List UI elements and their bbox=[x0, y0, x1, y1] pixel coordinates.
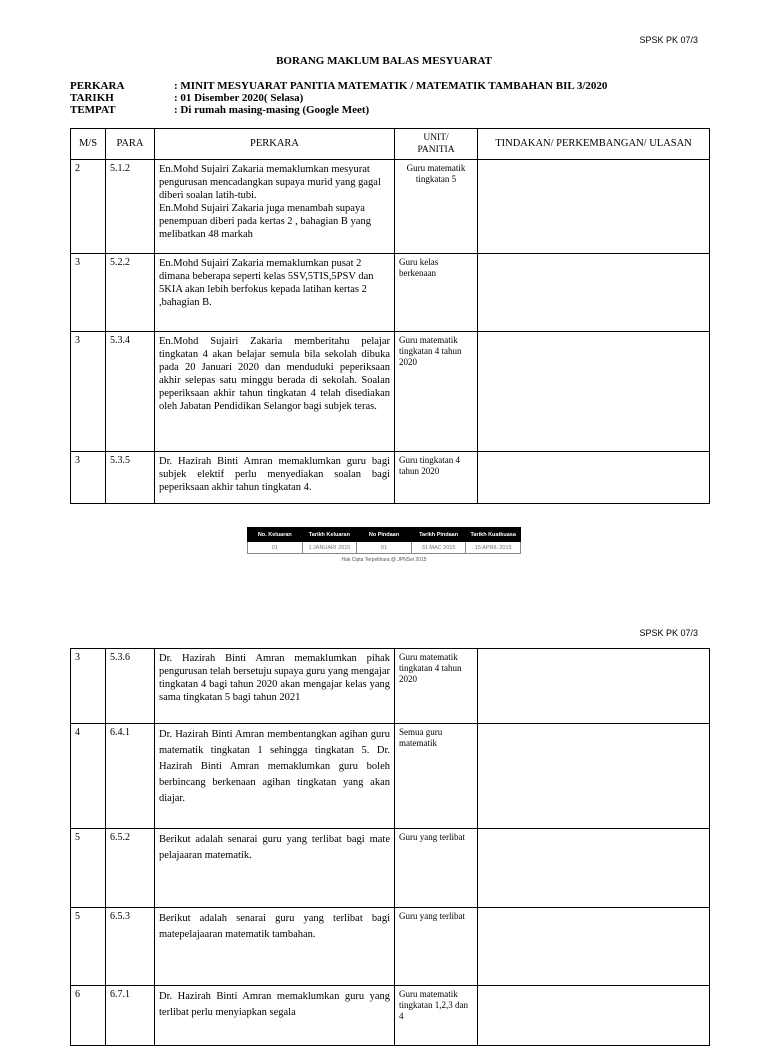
cell-tindakan bbox=[478, 160, 710, 254]
cell-perkara: Dr. Hazirah Binti Amran membentangkan agihan guru matematik tingkatan 1 sehingga tingkatan 5. Dr. Hazirah Binti Amran memaklumkan guru boleh berbincang berkenaan agihan tingkatan yang akan diajar. bbox=[155, 724, 395, 829]
cell-unit: Guru kelas berkenaan bbox=[395, 254, 478, 332]
meta-tarikh bbox=[70, 92, 303, 104]
cell-ms: 3 bbox=[71, 649, 106, 724]
meta-label: TARIKH bbox=[70, 92, 114, 104]
table-row bbox=[71, 452, 710, 504]
cell-ms: 5 bbox=[71, 908, 106, 986]
table-row bbox=[71, 160, 710, 254]
cell-para: 5.3.4 bbox=[106, 332, 155, 452]
cell-tindakan bbox=[478, 908, 710, 986]
meta-label: TEMPAT bbox=[70, 104, 116, 116]
header-unit: UNIT/ PANITIA bbox=[395, 129, 478, 160]
cell-tindakan bbox=[478, 829, 710, 908]
footer-header: Tarikh Keluaran bbox=[302, 528, 357, 542]
cell-ms: 3 bbox=[71, 332, 106, 452]
cell-para: 5.1.2 bbox=[106, 160, 155, 254]
cell-ms: 6 bbox=[71, 986, 106, 1046]
cell-ms: 3 bbox=[71, 452, 106, 504]
cell-tindakan bbox=[478, 649, 710, 724]
cell-ms: 4 bbox=[71, 724, 106, 829]
meta-label: PERKARA bbox=[70, 80, 125, 92]
cell-unit: Guru matematik tingkatan 5 bbox=[395, 160, 478, 254]
cell-unit: Guru yang terlibat bbox=[395, 908, 478, 986]
meta-tempat bbox=[70, 104, 369, 116]
header-tindakan: TINDAKAN/ PERKEMBANGAN/ ULASAN bbox=[478, 129, 710, 160]
form-code: SPSK PK 07/3 bbox=[639, 35, 698, 45]
document-control-footer bbox=[247, 527, 521, 563]
table-row bbox=[71, 649, 710, 724]
cell-unit: Guru matematik tingkatan 4 tahun 2020 bbox=[395, 649, 478, 724]
cell-para: 5.3.6 bbox=[106, 649, 155, 724]
cell-para: 6.7.1 bbox=[106, 986, 155, 1046]
header-para: PARA bbox=[106, 129, 155, 160]
footer-value: 31 MAC 2015 bbox=[411, 542, 466, 554]
form-code-page-2: SPSK PK 07/3 bbox=[639, 628, 698, 638]
footer-header: No. Keluaran bbox=[248, 528, 303, 542]
table-row bbox=[71, 908, 710, 986]
cell-ms: 3 bbox=[71, 254, 106, 332]
minutes-table-page-2 bbox=[70, 648, 710, 1046]
table-row bbox=[71, 986, 710, 1046]
form-title: BORANG MAKLUM BALAS MESYUARAT bbox=[276, 55, 492, 67]
cell-unit: Guru yang terlibat bbox=[395, 829, 478, 908]
meta-perkara bbox=[70, 80, 607, 92]
cell-perkara: En.Mohd Sujairi Zakaria memaklumkan mesyurat pengurusan mencadangkan supaya murid yang gagal diberi soalan latih-tubi. En.Mohd Sujairi Zakaria juga menambah supaya penempuan diberi pada kertas 2 , bahagian B yang melibatkan 48 markah bbox=[155, 160, 395, 254]
cell-perkara: En.Mohd Sujairi Zakaria memaklumkan pusat 2 dimana beberapa seperti kelas 5SV,5TIS,5PSV dan 5KIA akan lebih berfokus kepada latihan kertas 2 ,bahagian B. bbox=[155, 254, 395, 332]
footer-header: Tarikh Kuatkuasa bbox=[466, 528, 521, 542]
cell-perkara: Dr. Hazirah Binti Amran memaklumkan guru yang terlibat perlu menyiapkan segala bbox=[155, 986, 395, 1046]
cell-para: 5.2.2 bbox=[106, 254, 155, 332]
header-perkara: PERKARA bbox=[155, 129, 395, 160]
cell-tindakan bbox=[478, 254, 710, 332]
cell-para: 5.3.5 bbox=[106, 452, 155, 504]
minutes-table-page-1 bbox=[70, 128, 710, 504]
revision-table bbox=[247, 527, 521, 554]
meta-value: : MINIT MESYUARAT PANITIA MATEMATIK / MATEMATIK TAMBAHAN BIL 3/2020 bbox=[174, 80, 608, 92]
cell-para: 6.4.1 bbox=[106, 724, 155, 829]
cell-perkara: Berikut adalah senarai guru yang terlibat bagi matepelajaaran matematik tambahan. bbox=[155, 908, 395, 986]
cell-perkara: Berikut adalah senarai guru yang terlibat bagi mate pelajaaran matematik. bbox=[155, 829, 395, 908]
cell-unit: Guru tingkatan 4 tahun 2020 bbox=[395, 452, 478, 504]
footer-value: 15 APRIL 2015 bbox=[466, 542, 521, 554]
cell-tindakan bbox=[478, 986, 710, 1046]
header-ms: M/S bbox=[71, 129, 106, 160]
cell-perkara: En.Mohd Sujairi Zakaria memberitahu pelajar tingkatan 4 akan belajar semula bila sekolah dibuka pada 20 Januari 2020 dan menduduki peperiksaan akhir selepas satu minggu berada di sekolah. Soalan peperiksaan akhir tahun tingkatan 4 telah disediakan oleh Jabatan Pendidikan Selangor bagi subjek teras. bbox=[155, 332, 395, 452]
copyright-notice: Hak Cipta Terpelihara @ JPNSel 2015 bbox=[341, 557, 427, 563]
cell-tindakan bbox=[478, 724, 710, 829]
cell-unit: Guru matematik tingkatan 4 tahun 2020 bbox=[395, 332, 478, 452]
footer-value: 01 bbox=[248, 542, 303, 554]
footer-value: 01 bbox=[357, 542, 412, 554]
cell-tindakan bbox=[478, 332, 710, 452]
cell-ms: 5 bbox=[71, 829, 106, 908]
footer-header: Tarikh Pindaan bbox=[411, 528, 466, 542]
table-row bbox=[71, 332, 710, 452]
cell-para: 6.5.2 bbox=[106, 829, 155, 908]
cell-para: 6.5.3 bbox=[106, 908, 155, 986]
cell-unit: Guru matematik tingkatan 1,2,3 dan 4 bbox=[395, 986, 478, 1046]
footer-value: 1 JANUARI 2015 bbox=[302, 542, 357, 554]
table-row bbox=[71, 829, 710, 908]
meta-value: : 01 Disember 2020( Selasa) bbox=[174, 92, 304, 104]
cell-perkara: Dr. Hazirah Binti Amran memaklumkan pihak pengurusan telah bersetuju supaya guru yang mengajar tingkatan 4 bagi tahun 2020 akan mengajar kelas yang sama tingkatan 5 bagi tahun 2021 bbox=[155, 649, 395, 724]
cell-unit: Semua guru matematik bbox=[395, 724, 478, 829]
footer-header: No Pindaan bbox=[357, 528, 412, 542]
cell-perkara: Dr. Hazirah Binti Amran memaklumkan guru bagi subjek elektif perlu menyediakan soalan bagi peperiksaan akhir tahun tingkatan 4. bbox=[155, 452, 395, 504]
cell-tindakan bbox=[478, 452, 710, 504]
cell-ms: 2 bbox=[71, 160, 106, 254]
table-row bbox=[71, 724, 710, 829]
table-row bbox=[71, 254, 710, 332]
meta-value: : Di rumah masing-masing (Google Meet) bbox=[174, 104, 370, 116]
